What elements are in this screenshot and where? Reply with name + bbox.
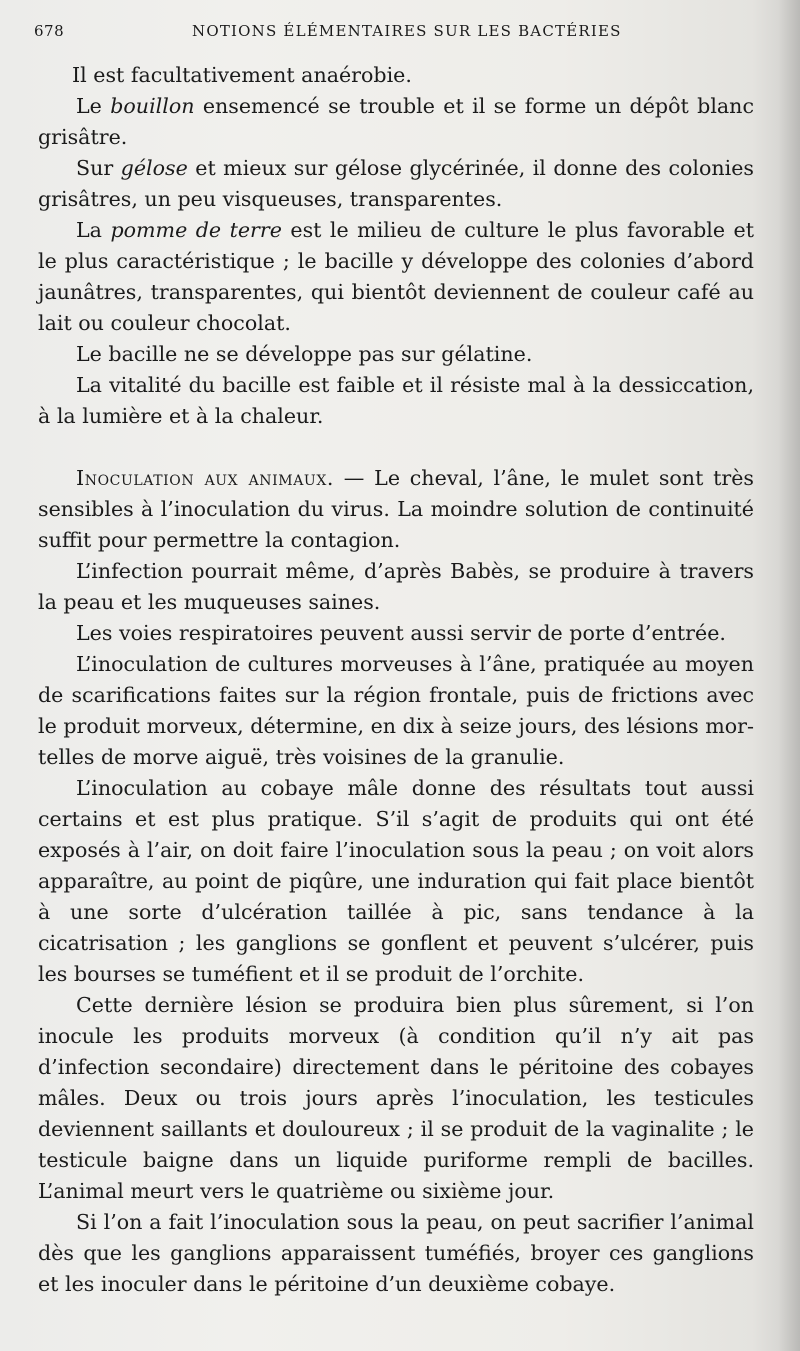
text-segment: La vitalité du bacille est faible et il résiste mal à la dessiccation, à la lumière et à la chaleur. (38, 373, 754, 428)
text-segment: Le bacille ne se développe pas sur gélatine. (76, 342, 533, 366)
page-number: 678 (34, 22, 65, 40)
binding-shadow (778, 0, 800, 1351)
text-segment: — Le cheval, l’âne, le mulet sont très sensibles à l’inoculation du virus. La moindre solution de continuité suffit pour permettre la contagion. (38, 466, 754, 552)
paragraph (38, 370, 754, 432)
text-segment: Il est facultativement anaérobie. (72, 63, 412, 87)
paragraph (38, 618, 754, 649)
paragraph (38, 91, 754, 153)
text-segment: ensemencé se trouble et il se forme un dépôt blanc grisâtre. (38, 94, 754, 149)
paragraph (38, 60, 754, 91)
paragraph (38, 153, 754, 215)
text-segment: L’inoculation de cultures morveuses à l’âne, pratiquée au moyen de scarifications faites sur la région frontale, puis de frictions avec le produit morveux, détermine, en dix à seize jours, des lésions mortelles de morve aiguë, très voisines de la granulie. (38, 652, 754, 769)
running-title: NOTIONS ÉLÉMENTAIRES SUR LES BACTÉRIES (192, 22, 622, 40)
body-text (38, 60, 754, 1300)
text-segment: Le (76, 94, 111, 118)
page-header (34, 20, 760, 44)
paragraph (38, 1207, 754, 1300)
paragraph (38, 463, 754, 556)
text-segment: est le milieu de culture le plus favorable et le plus caractéristique ; le bacille y développe des colonies d’abord jaunâtres, transparentes, qui bientôt deviennent de couleur café au lait ou couleur chocolat. (38, 218, 754, 335)
text-segment: bouillon (110, 94, 195, 118)
text-segment: L’inoculation au cobaye mâle donne des résultats tout aussi certains et est plus pratique. S’il s’agit de produits qui ont été exposés à l’air, on doit faire l’inoculation sous la peau ; on voit alors apparaître, au point de piqûre, une induration qui fait place bientôt à une sorte d’ulcération taillée à pic, sans tendance à la cicatrisation ; les ganglions se gonflent et peuvent s’ulcérer, puis les bourses se tuméfient et il se produit de l’orchite. (38, 776, 754, 986)
paragraph (38, 990, 754, 1207)
text-segment: et mieux sur gélose glycérinée, il donne des colonies grisâtres, un peu visqueuses, transparentes. (38, 156, 754, 211)
paragraph (38, 339, 754, 370)
text-segment: L’infection pourrait même, d’après Babès, se produire à travers la peau et les muqueuses saines. (38, 559, 754, 614)
text-segment: Les voies respiratoires peuvent aussi servir de porte d’entrée. (76, 621, 726, 645)
paragraph (38, 649, 754, 773)
text-segment: Cette dernière lésion se produira bien plus sûrement, si l’on inocule les produits morveux (à condition qu’il n’y ait pas d’infection secondaire) directement dans le péritoine des cobayes mâles. Deux ou trois jours après l’inoculation, les testicules deviennent saillants et douloureux ; il se produit de la vaginalite ; le testicule baigne dans un liquide puriforme rempli de bacilles. L’animal meurt vers le quatrième ou sixième jour. (38, 993, 754, 1203)
paragraph (38, 215, 754, 339)
section-heading: Inoculation aux animaux. (76, 466, 335, 490)
text-segment: Si l’on a fait l’inoculation sous la peau, on peut sacrifier l’animal dès que les ganglions apparaissent tuméfiés, broyer ces ganglions et les inoculer dans le péritoine d’un deuxième cobaye. (38, 1210, 754, 1296)
text-segment: gélose (120, 156, 188, 180)
text-segment: pomme de terre (110, 218, 282, 242)
paragraph (38, 773, 754, 990)
text-segment: Sur (76, 156, 121, 180)
text-segment: La (76, 218, 111, 242)
paragraph (38, 556, 754, 618)
